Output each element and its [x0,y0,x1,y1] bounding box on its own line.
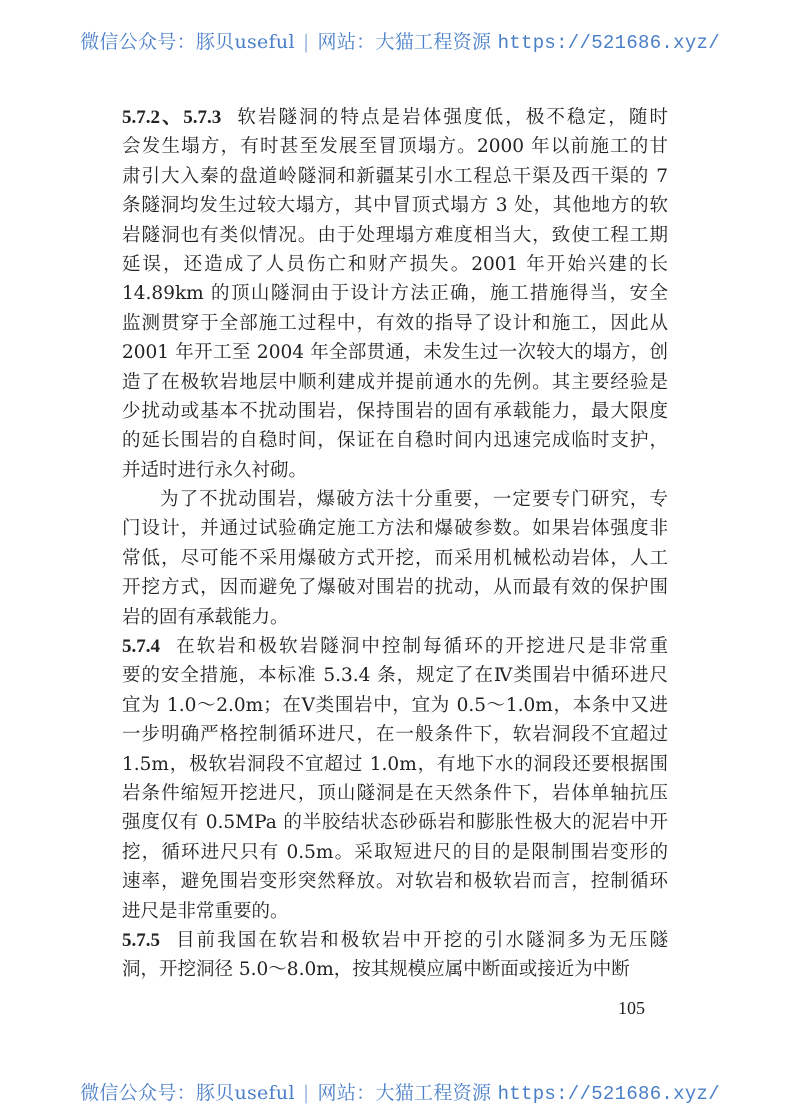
line-text: 在软岩和极软岩隧洞中控制每循环的开挖进尺是非常重 [174,636,668,658]
line-text: 目前我国在软岩和极软岩中开挖的引水隧洞多为无压隧 [174,929,668,951]
text-line [122,897,668,926]
text-line [122,485,668,514]
line-text: 会发生塌方，有时甚至发展至冒顶塌方。2000 年以前施工的甘 [122,136,668,158]
text-line [122,368,668,397]
line-text: 洞，开挖洞径 5.0～8.0m，按其规模应属中断面或接近为中断 [122,959,630,981]
text-line [122,221,668,250]
text-line [122,426,668,455]
text-line [122,779,668,808]
watermark-site-label: 网站：大猫工程资源 [317,31,492,53]
watermark-url[interactable]: https://521686.xyz/ [497,32,720,54]
text-line [122,132,668,161]
text-line [122,720,668,749]
line-text: 延误，还造成了人员伤亡和财产损失。2001 年开始兴建的长 [122,253,668,275]
text-line [122,632,668,661]
line-text: 的延长围岩的自稳时间，保证在自稳时间内迅速完成临时支护， [122,430,668,452]
text-line [122,279,668,308]
watermark-separator: | [302,31,310,53]
line-text: 强度仅有 0.5MPa 的半胶结状态砂砾岩和膨胀性极大的泥岩中开 [122,812,668,834]
line-text: 14.89km 的顶山隧洞由于设计方法正确，施工措施得当，安全 [122,283,668,305]
text-line [122,103,668,132]
text-line [122,926,668,955]
watermark-wechat: 微信公众号：豚贝useful [80,31,295,53]
text-line [122,250,668,279]
page-number: 105 [618,998,645,1018]
line-text: 监测贯穿于全部施工过程中，有效的指导了设计和施工，因此从 [122,312,668,334]
line-text: 门设计，并通过试验确定施工方法和爆破参数。如果岩体强度非 [122,518,668,540]
text-line [122,808,668,837]
line-text: 开挖方式，因而避免了爆破对围岩的扰动，从而最有效的保护围 [122,577,668,599]
text-line [122,573,668,602]
watermark-wechat: 微信公众号：豚贝useful [80,1082,295,1104]
text-line [122,750,668,779]
line-text: 少扰动或基本不扰动围岩，保持围岩的固有承载能力，最大限度 [122,400,668,422]
text-line [122,338,668,367]
line-text: 并适时进行永久衬砌。 [122,459,308,481]
text-line [122,544,668,573]
line-text: 岩条件缩短开挖进尺，顶山隧洞是在天然条件下，岩体单轴抗压 [122,782,668,804]
text-line [122,661,668,690]
line-text: 速率，避免围岩变形突然释放。对软岩和极软岩而言，控制循环 [122,871,668,893]
section-number: 5.7.2、5.7.3 [122,107,222,128]
watermark-footer [0,1078,800,1105]
section-number: 5.7.4 [122,636,160,658]
line-text: 岩隧洞也有类似情况。由于处理塌方难度相当大，致使工程工期 [122,224,668,246]
line-text: 宜为 1.0～2.0m；在Ⅴ类围岩中，宜为 0.5～1.0m，本条中又进 [122,694,668,716]
line-text: 1.5m，极软岩洞段不宜超过 1.0m，有地下水的洞段还要根据围 [122,753,668,775]
line-text: 进尺是非常重要的。 [122,900,289,922]
text-line [122,603,668,632]
text-line [122,397,668,426]
text-line [122,838,668,867]
line-text: 挖，循环进尺只有 0.5m。采取短进尺的目的是限制围岩变形的 [122,841,668,863]
text-line [122,867,668,896]
line-text: 岩的固有承载能力。 [122,606,289,628]
text-line [122,191,668,220]
watermark-header [0,27,800,54]
line-text: 一步明确严格控制循环进尺，在一般条件下，软岩洞段不宜超过 [122,724,668,746]
line-text: 要的安全措施，本标准 5.3.4 条，规定了在Ⅳ类围岩中循环进尺 [122,665,668,687]
line-text: 为了不扰动围岩，爆破方法十分重要，一定要专门研究，专 [160,489,668,511]
line-text: 2001 年开工至 2004 年全部贯通，未发生过一次较大的塌方，创 [122,342,668,364]
text-line [122,456,668,485]
line-text: 造了在极软岩地层中顺利建成并提前通水的先例。其主要经验是 [122,371,668,393]
watermark-separator: | [302,1082,310,1104]
text-line [122,955,668,984]
line-text: 常低，尽可能不采用爆破方式开挖，而采用机械松动岩体，人工 [122,547,668,569]
text-line [122,309,668,338]
line-text: 条隧洞均发生过较大塌方，其中冒顶式塌方 3 处，其他地方的软 [122,195,668,217]
line-text: 肃引大入秦的盘道岭隧洞和新疆某引水工程总干渠及西干渠的 7 [122,165,668,187]
line-text: 软岩隧洞的特点是岩体强度低，极不稳定，随时 [235,107,668,128]
text-line [122,162,668,191]
watermark-url[interactable]: https://521686.xyz/ [497,1083,720,1105]
text-line [122,514,668,543]
text-line [122,691,668,720]
section-number: 5.7.5 [122,929,160,951]
watermark-site-label: 网站：大猫工程资源 [317,1082,492,1104]
document-body [122,103,668,985]
